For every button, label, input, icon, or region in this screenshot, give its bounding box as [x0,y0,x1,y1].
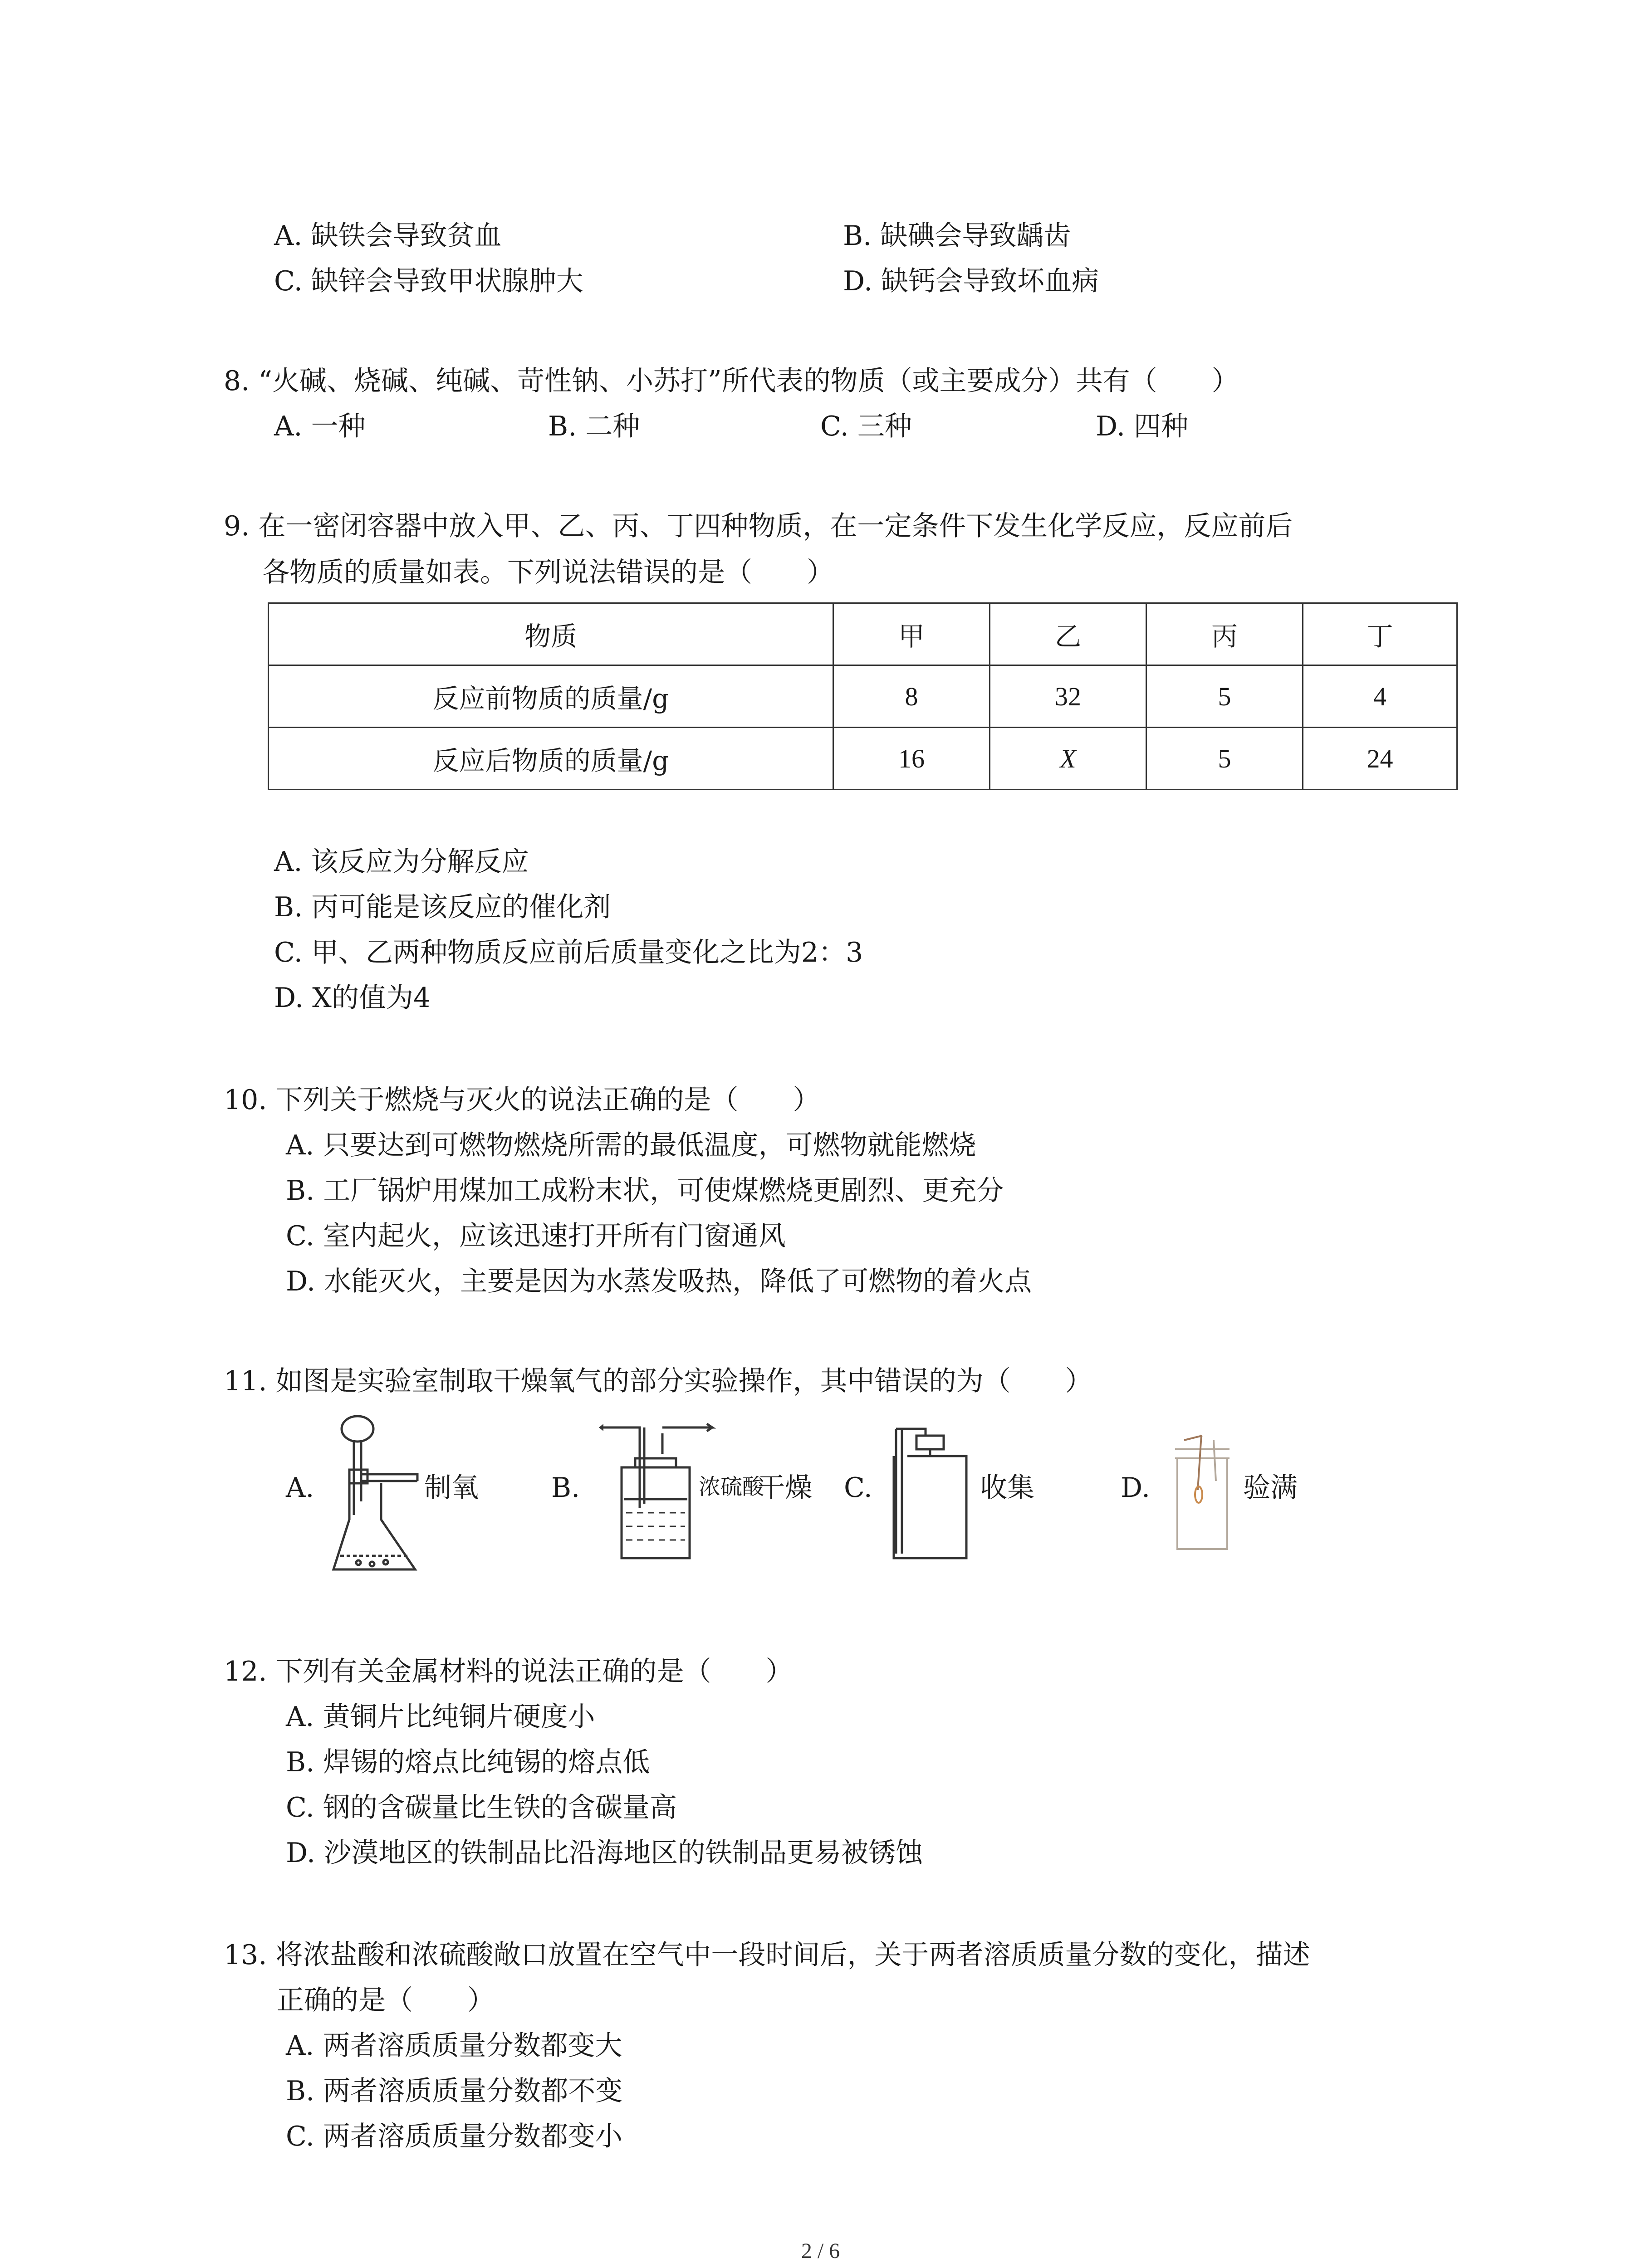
table-header-cell: 乙 [990,603,1146,665]
q7-option-c: C. 缺锌会导致甲状腺肿大 [274,265,583,297]
q8-stem: 8. “火碱、烧碱、纯碱、苛性钠、小苏打”所代表的物质（或主要成分）共有（ ） [224,365,1239,397]
q12-option-c: C. 钢的含碳量比生铁的含碳量高 [286,1792,677,1823]
table-cell: 16 [833,728,990,790]
q13-option-b: B. 两者溶质质量分数都不变 [286,2075,623,2107]
q11-option-c-letter: C. [844,1472,872,1504]
q9-option-c: C. 甲、乙两种物质反应前后质量变化之比为2：3 [274,937,863,968]
q10-option-a: A. 只要达到可燃物燃烧所需的最低温度，可燃物就能燃烧 [286,1129,976,1161]
q10-stem: 10. 下列关于燃烧与灭火的说法正确的是（ ） [224,1084,820,1116]
q8-option-b: B. 二种 [548,411,640,442]
table-header-cell: 丁 [1303,603,1457,665]
q9-option-a: A. 该反应为分解反应 [274,846,529,878]
q8-option-a: A. 一种 [274,411,366,442]
q10-option-d: D. 水能灭火，主要是因为水蒸发吸热，降低了可燃物的着火点 [286,1266,1032,1297]
gas-jar-test-icon [1166,1431,1239,1567]
q11-option-b-caption: 干燥 [758,1472,812,1504]
q12-option-b: B. 焊锡的熔点比纯锡的熔点低 [286,1746,650,1778]
q8-option-d: D. 四种 [1096,411,1189,442]
q13-option-c: C. 两者溶质质量分数都变小 [286,2121,622,2152]
page-number: 2 / 6 [801,2239,840,2263]
q13-stem-line2: 正确的是（ ） [277,1984,495,2016]
q11-option-b-reagent-label: 浓硫酸 [699,1474,764,1500]
q9-stem-line1: 9. 在一密闭容器中放入甲、乙、丙、丁四种物质，在一定条件下发生化学反应，反应前后 [224,510,1293,542]
q13-option-a: A. 两者溶质质量分数都变大 [286,2030,622,2062]
q10-option-c: C. 室内起火，应该迅速打开所有门窗通风 [286,1220,786,1252]
q11-stem: 11. 如图是实验室制取干燥氧气的部分实验操作，其中错误的为（ ） [224,1365,1092,1397]
q12-stem: 12. 下列有关金属材料的说法正确的是（ ） [224,1656,793,1687]
table-cell: X [990,728,1146,790]
table-cell: 5 [1146,665,1303,728]
q11-option-c-caption: 收集 [980,1472,1034,1504]
table-row [269,728,1457,790]
q7-option-b: B. 缺碘会导致龋齿 [843,220,1071,252]
q11-option-b-letter: B. [551,1472,580,1504]
q11-option-d-letter: D. [1121,1472,1151,1504]
q9-option-b: B. 丙可能是该反应的催化剂 [274,891,611,923]
table-header-cell: 物质 [269,603,833,665]
q13-stem-line1: 13. 将浓盐酸和浓硫酸敞口放置在空气中一段时间后，关于两者溶质质量分数的变化，描述 [224,1939,1310,1971]
table-cell: 4 [1303,665,1457,728]
q9-option-d: D. X的值为4 [274,982,431,1014]
table-cell: 8 [833,665,990,728]
table-cell: 反应前物质的质量/g [269,665,833,728]
table-header-cell: 甲 [833,603,990,665]
q12-option-a: A. 黄铜片比纯铜片硬度小 [286,1701,595,1733]
q12-option-d: D. 沙漠地区的铁制品比沿海地区的铁制品更易被锈蚀 [286,1837,923,1869]
q11-option-a-caption: 制氧 [424,1472,479,1504]
q11-option-d-caption: 验满 [1243,1472,1298,1504]
table-cell: 5 [1146,728,1303,790]
q8-option-c: C. 三种 [820,411,912,442]
table-row [269,665,1457,728]
table-header-cell: 丙 [1146,603,1303,665]
mass-data-table [268,602,1458,790]
q10-option-b: B. 工厂锅炉用煤加工成粉末状，可使煤燃烧更剧烈、更充分 [286,1175,1004,1207]
table-cell: 反应后物质的质量/g [269,728,833,790]
table-header-row [269,603,1457,665]
table-cell: 24 [1303,728,1457,790]
q7-option-d: D. 缺钙会导致坏血病 [843,265,1099,297]
table-cell: 32 [990,665,1146,728]
q7-option-a: A. 缺铁会导致贫血 [274,220,502,252]
erlenmeyer-flask-icon [327,1406,426,1588]
q9-stem-line2: 各物质的质量如表。下列说法错误的是（ ） [262,557,834,588]
q11-option-a-letter: A. [286,1472,314,1504]
collection-bottle-icon [889,1422,980,1567]
